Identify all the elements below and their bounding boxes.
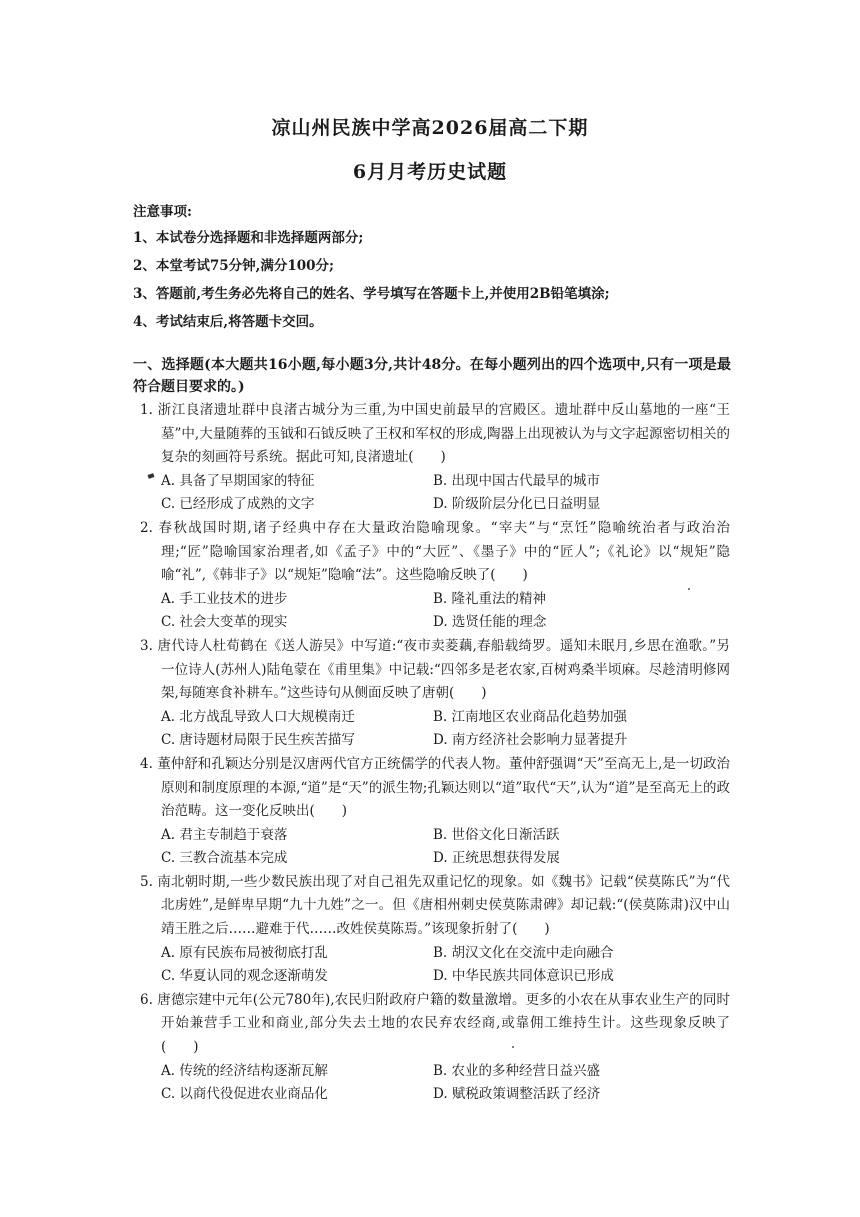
notes-block [133, 200, 733, 336]
question-5 [140, 871, 730, 989]
option-c: C. 以商代役促进农业商品化 [161, 1086, 328, 1103]
question-2 [140, 517, 730, 635]
option-a: A. 北方战乱导致人口大规模南迁 [161, 708, 355, 725]
option-c: C. 华夏认同的观念逐渐萌发 [161, 968, 328, 985]
option-a: A. 具备了早期国家的特征 [161, 472, 315, 489]
option-d: D. 正统思想获得发展 [433, 850, 560, 867]
question-3 [140, 635, 730, 753]
option-grid [140, 824, 730, 871]
notes-item: 4、考试结束后,将答题卡交回。 [133, 314, 323, 330]
notes-item: 1、本试卷分选择题和非选择题两部分; [133, 230, 364, 246]
option-c: C. 社会大变革的现实 [161, 614, 288, 631]
option-grid [140, 470, 730, 517]
option-d: D. 阶级阶层分化已日益明显 [433, 496, 601, 513]
option-b: B. 农业的多种经营日益兴盛 [433, 1062, 601, 1079]
option-d: D. 赋税政策调整活跃了经济 [433, 1086, 601, 1103]
exam-title-line2: 6月月考历史试题 [352, 161, 508, 183]
scan-speck [688, 588, 690, 590]
question-4 [140, 753, 730, 871]
notes-item: 2、本堂考试75分钟,满分100分; [133, 258, 335, 274]
question-1 [140, 399, 730, 517]
question-list [140, 399, 730, 1107]
option-a: A. 手工业技术的进步 [161, 590, 288, 607]
option-grid [140, 942, 730, 989]
option-grid [140, 588, 730, 635]
option-b: B. 胡汉文化在交流中走向融合 [433, 944, 614, 961]
option-c: C. 三教合流基本完成 [161, 850, 288, 867]
exam-title-line1: 凉山州民族中学高2026届高二下期 [271, 117, 589, 139]
option-d: D. 中华民族共同体意识已形成 [433, 968, 614, 985]
question-stem: 1. 浙江良渚遗址群中良渚古城分为三重,为中国史前最早的宫殿区。遗址群中反山墓地的一座“王墓”中,大量随葬的玉钺和石钺反映了王权和军权的形成,陶器上出现被认为与文字起源密切相关的复杂的刻画符号系统。据此可知,良渚遗址( ) [140, 402, 730, 466]
question-stem: 2. 春秋战国时期,诸子经典中存在大量政治隐喻现象。“宰夫”与“烹饪”隐喻统治者与政治治理;“匠”隐喻国家治理者,如《孟子》中的“大匠”、《墨子》中的“匠人”;《礼论》以“规矩”隐喻“礼”,《韩非子》以“规矩”隐喻“法”。这些隐喻反映了( ) [140, 519, 730, 584]
section-heading: 一、选择题(本大题共16小题,每小题3分,共计48分。在每小题列出的四个选项中,只有一项是最符合题目要求的。) [133, 357, 731, 395]
option-d: D. 南方经济社会影响力显著提升 [433, 732, 628, 749]
option-b: B. 江南地区农业商品化趋势加强 [433, 708, 628, 725]
question-6 [140, 989, 730, 1107]
question-stem: 5. 南北朝时期,一些少数民族出现了对自己祖先双重记忆的现象。如《魏书》记载“侯莫陈氏”为“代北虏姓”,是鲜卑早期“九十九姓”之一。但《唐相州刺史侯莫陈肃碑》却记载:“(侯莫陈肃)汉中山靖王胜之后……避难于代……改姓侯莫陈焉。”该现象折射了( ) [140, 873, 730, 938]
option-grid [140, 1060, 730, 1107]
question-stem: 4. 董仲舒和孔颖达分别是汉唐两代官方正统儒学的代表人物。董仲舒强调“天”至高无上,是一切政治原则和制度原理的本源,“道”是“天”的派生物;孔颖达则以“道”取代“天”,认为“道”是至高无上的政治范畴。这一变化反映出( ) [140, 755, 730, 820]
question-stem: 6. 唐德宗建中元年(公元780年),农民归附政府户籍的数量激增。更多的小农在从事农业生产的同时开始兼营手工业和商业,部分失去土地的农民弃农经商,或靠佣工维持生计。这些现象反映了( ) [140, 991, 730, 1056]
option-a: A. 原有民族布局被彻底打乱 [161, 944, 328, 961]
option-d: D. 选贤任能的理念 [433, 614, 547, 631]
option-c: C. 唐诗题材局限于民生疾苦描写 [161, 732, 355, 749]
notes-title: 注意事项: [133, 204, 192, 220]
option-b: B. 隆礼重法的精神 [433, 590, 547, 607]
scan-speck [512, 1046, 514, 1048]
question-stem: 3. 唐代诗人杜荀鹤在《送人游吴》中写道:“夜市卖菱藕,春船载绮罗。遥知未眠月,乡思在渔歌。”另一位诗人(苏州人)陆龟蒙在《甫里集》中记载:“四邻多是老农家,百树鸡桑半顷麻。尽趁清明修网架,每随寒食补耕车。”这些诗句从侧面反映了唐朝( ) [140, 637, 730, 702]
option-a: A. 君主专制趋于衰落 [161, 826, 288, 843]
option-c: C. 已经形成了成熟的文字 [161, 496, 315, 513]
option-a: A. 传统的经济结构逐渐瓦解 [161, 1062, 328, 1079]
option-b: B. 世俗文化日渐活跃 [433, 826, 560, 843]
notes-item: 3、答题前,考生务必先将自己的姓名、学号填写在答题卡上,并使用2B铅笔填涂; [133, 286, 610, 302]
option-grid [140, 706, 730, 753]
option-b: B. 出现中国古代最早的城市 [433, 472, 601, 489]
